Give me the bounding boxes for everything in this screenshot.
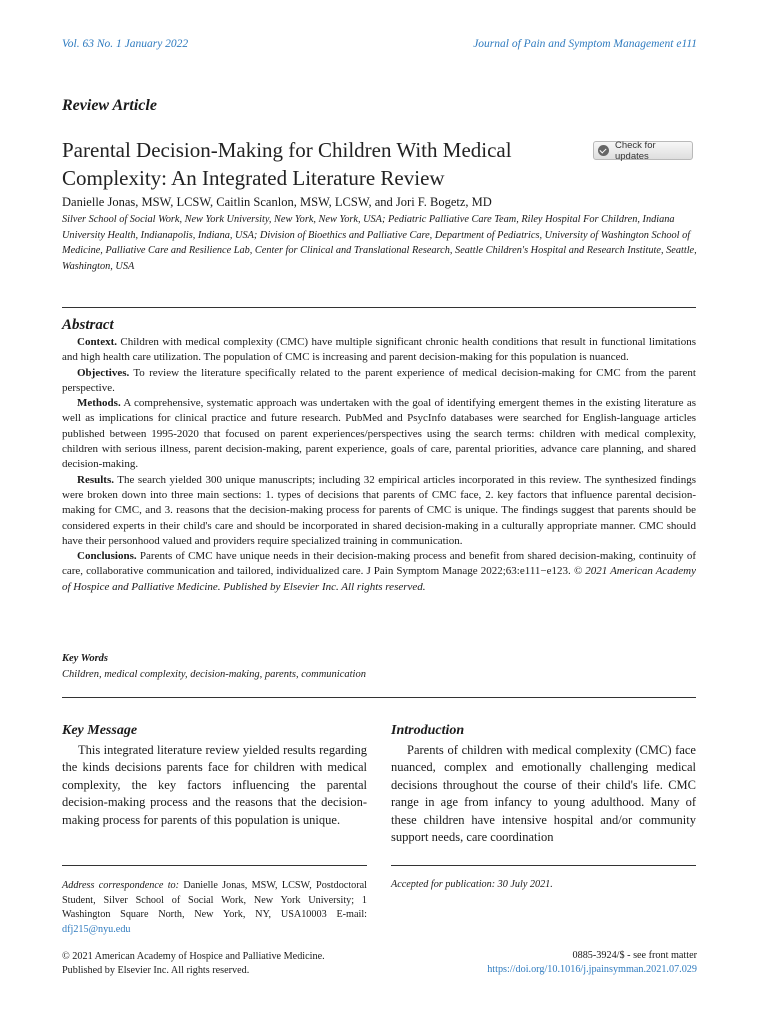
abstract-conclusions-label: Conclusions.	[77, 550, 137, 563]
abstract-results-label: Results.	[77, 473, 114, 486]
key-message-text: This integrated literature review yielded results regarding the kinds decisions parents face for children with medical complexity, the key factors influencing the parental decision-making process and the reasons that the decision-making process for parents of this population is unique.	[62, 743, 367, 827]
email-link[interactable]: dfj215@nyu.edu	[62, 923, 131, 935]
running-header-journal: Journal of Pain and Symptom Management e111	[473, 38, 697, 50]
abstract-context	[62, 335, 696, 366]
abstract-context-text: Children with medical complexity (CMC) have multiple significant chronic health conditions that result in functional limitations and high health care utilization. The population of CMC is increasing and parent decision-making for this population is nuanced.	[62, 336, 696, 364]
abstract-body	[62, 335, 696, 595]
author-affiliations: Silver School of Social Work, New York University, New York, New York, USA; Pediatric Palliative Care Team, Riley Hospital For Children, Indiana University Health, Indianapolis, Indiana, USA; Division of Bioethics and Palliative Care, Department of Pediatrics, University of Washington School of Medicine, Palliative Care and Resilience Lab, Center for Clinical and Translational Research, Seattle Children's Hospital and Research Institute, Seattle, Washington, USA	[62, 214, 697, 272]
article-title: Parental Decision-Making for Children With Medical Complexity: An Integrated Literature Review	[62, 138, 512, 190]
check-for-updates-button[interactable]	[593, 141, 693, 160]
left-footnote-divider	[62, 865, 367, 866]
check-for-updates-label: Check for updates	[614, 139, 656, 162]
abstract-copyright: © 2021 American Academy of Hospice and Palliative Medicine. Published by Elsevier Inc. All rights reserved.	[62, 565, 697, 593]
abstract-objectives-label: Objectives.	[77, 366, 130, 379]
footer-copyright	[62, 950, 325, 978]
abstract-methods	[62, 396, 696, 472]
correspondence-address	[62, 879, 367, 937]
correspondence-text: Danielle Jonas, MSW, LCSW, Postdoctoral Student, Silver School of Social Work, New York University; 1 Washington Square North, New York, NY, USA10003 E-mail:	[62, 880, 367, 920]
abstract-conclusions-text: Parents of CMC have unique needs in their decision-making process and benefit from shared decision-making, continuity of care, collaborative communication and tailored, individualized care. J Pain Symptom Manage 2022;63:e111−e123.	[62, 550, 696, 578]
footer-copyright-line2: Published by Elsevier Inc. All rights reserved.	[62, 965, 250, 976]
keywords-heading: Key Words	[62, 653, 108, 664]
abstract-results-text: The search yielded 300 unique manuscripts; including 32 empirical articles incorporated in this review. The synthesized findings were broken down into three main sections: 1. types of decisions that parents of CMC face, 2. key factors that influence parental decision-making for CMC, and 3. reasons that the decision-making process for parents of CMC is unique. The findings suggest that parents should be considered experts in their child's care and should be incorporated in shared decision-making in a culturally appropriate manner. CMC should have their personhood valued and providers require specialized training in communication.	[62, 473, 696, 547]
introduction-heading: Introduction	[391, 723, 465, 738]
abstract-results	[62, 473, 696, 549]
doi-link[interactable]: https://doi.org/10.1016/j.jpainsymman.2021.07.029	[487, 964, 697, 975]
body-top-divider	[62, 697, 696, 698]
abstract-context-label: Context.	[77, 336, 118, 348]
accepted-date: Accepted for publication: 30 July 2021.	[391, 879, 553, 890]
keywords-list: Children, medical complexity, decision-making, parents, communication	[62, 669, 366, 680]
author-list: Danielle Jonas, MSW, LCSW, Caitlin Scanlon, MSW, LCSW, and Jori F. Bogetz, MD	[62, 195, 492, 209]
abstract-heading: Abstract	[62, 317, 114, 333]
abstract-top-divider	[62, 307, 696, 308]
footer-copyright-line1: © 2021 American Academy of Hospice and Palliative Medicine.	[62, 951, 325, 962]
right-footnote-divider	[391, 865, 696, 866]
abstract-objectives-text: To review the literature specifically related to the parent experience of medical decision-making for CMC from the parent perspective.	[62, 366, 696, 394]
introduction-text: Parents of children with medical complexity (CMC) face nuanced, complex and emotionally challenging medical decisions throughout the course of their child's life. CMC range in age from infancy to young adulthood. Many of these children have intensive hospital and/or community support needs, care coordination	[391, 743, 696, 845]
abstract-methods-label: Methods.	[77, 397, 121, 410]
article-type-label: Review Article	[62, 97, 157, 114]
check-circle-icon	[598, 145, 609, 156]
abstract-conclusions	[62, 549, 696, 595]
abstract-objectives	[62, 366, 696, 397]
correspondence-label: Address correspondence to:	[62, 880, 180, 891]
key-message-heading: Key Message	[62, 723, 138, 738]
abstract-methods-text: A comprehensive, systematic approach was undertaken with the goal of identifying emergent themes in the existing literature as well as implications for clinical practice and future research. PubMed and PsycInfo databases were searched for English-language articles published between 1995-2020 that focused on parent experiences/perspectives using the search terms: children with medical complexity, children with serious illness, parent decision-making, parent experience, goals of care, parental priorities, advance care planning, and shared decision-making.	[62, 397, 696, 471]
running-header-volume: Vol. 63 No. 1 January 2022	[62, 38, 189, 50]
footer-issn: 0885-3924/$ - see front matter	[572, 950, 697, 961]
